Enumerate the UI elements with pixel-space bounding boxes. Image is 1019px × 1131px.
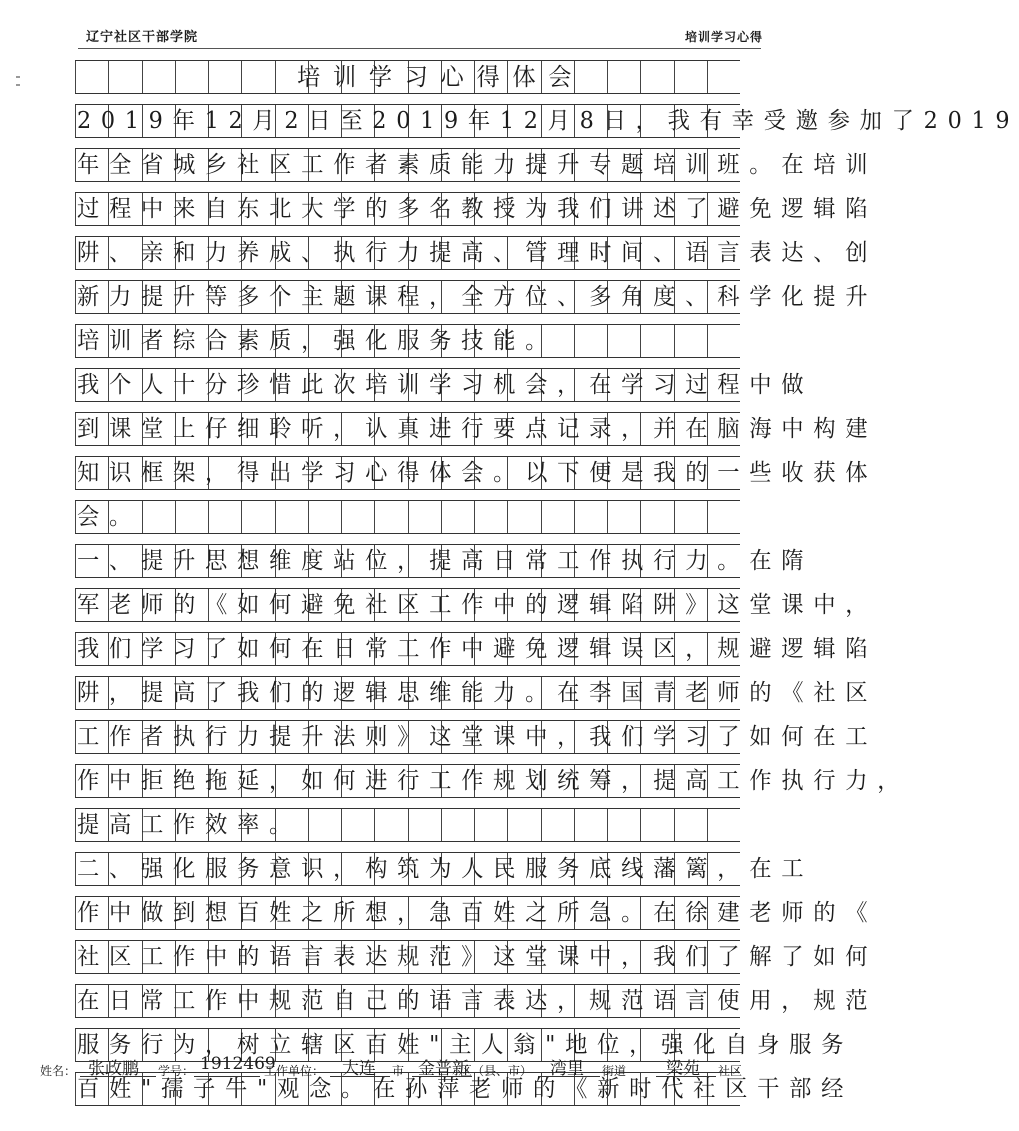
title-row <box>75 60 740 94</box>
text-line <box>75 456 878 490</box>
text-line <box>75 148 878 182</box>
line-text: 一、提升思想维度站位，提高日常工作执行力。在隋 <box>77 548 814 574</box>
line-text: 提高工作效率。 <box>77 812 302 838</box>
text-line <box>75 984 878 1018</box>
line-text: 作中做到想百姓之所想，急百姓之所急。在徐建老师的《 <box>77 900 878 926</box>
id-label: 学号： <box>158 1064 195 1078</box>
city-value: 大连 <box>342 1059 376 1079</box>
community-value: 梁苑 <box>666 1059 700 1079</box>
community-suffix: 社区 <box>718 1064 743 1078</box>
margin-mark <box>16 84 20 86</box>
street-value: 湾里 <box>550 1059 584 1079</box>
line-text: 在日常工作中规范自己的语言表达，规范语言使用，规范 <box>77 988 878 1014</box>
text-line <box>75 632 878 666</box>
line-text: 阱，提高了我们的逻辑思维能力。在李国青老师的《社区 <box>77 680 878 706</box>
line-text: 社区工作中的语言表达规范》这堂课中，我们了解了如何 <box>77 944 878 970</box>
line-text: 知识框架，得出学习心得体会。以下便是我的一些收获体 <box>77 460 878 486</box>
grid-cell <box>241 61 274 93</box>
text-line <box>75 852 814 886</box>
name-value: 张政鹏 <box>88 1059 139 1079</box>
document-type-label: 培训学习心得 <box>684 30 763 44</box>
institution-name: 辽宁社区干部学院 <box>86 30 199 45</box>
line-text: 工作者执行力提升法则》这堂课中，我们学习了如何在工 <box>77 724 878 750</box>
street-underline <box>538 1076 600 1077</box>
grid-cell <box>75 61 108 93</box>
header-rule <box>78 48 761 49</box>
text-line <box>75 676 878 710</box>
line-text: 2019年12月2日至2019年12月8日，我有幸受邀参加了2019 <box>77 108 1019 134</box>
name-label: 姓名： <box>40 1064 77 1078</box>
district-value: 金普新 <box>418 1059 469 1079</box>
work-unit-label: 工作单位： <box>264 1064 325 1078</box>
grid-cell <box>175 61 208 93</box>
grid-cell <box>108 61 141 93</box>
margin-mark <box>16 76 20 78</box>
community-underline <box>656 1076 716 1077</box>
line-text: 服务行为，树立辖区百姓"主人翁"地位，强化自身服务 <box>77 1032 854 1058</box>
line-text: 百姓"孺子牛"观念。在孙萍老师的《新时代社区干部经 <box>77 1076 854 1102</box>
line-text: 过程中来自东北大学的多名教授为我们讲述了避免逻辑陷 <box>77 196 878 222</box>
grid-cell <box>142 61 175 93</box>
text-line <box>75 412 878 446</box>
line-text: 我个人十分珍惜此次培训学习机会，在学习过程中做 <box>77 372 814 398</box>
text-line <box>75 324 740 358</box>
line-text: 我们学习了如何在日常工作中避免逻辑误区，规避逻辑陷 <box>77 636 878 662</box>
text-line <box>75 368 814 402</box>
street-suffix: 街道 <box>602 1064 627 1078</box>
text-line <box>75 808 740 842</box>
line-text: 作中拒绝拖延，如何进行工作规划统筹，提高工作执行力， <box>77 768 910 794</box>
text-line <box>75 720 878 754</box>
line-text: 培训者综合素质，强化服务技能。 <box>77 328 558 354</box>
line-text: 军老师的《如何避免社区工作中的逻辑陷阱》这堂课中， <box>77 592 878 618</box>
text-line <box>75 192 878 226</box>
grid-paper <box>75 60 1019 1116</box>
text-line <box>75 104 1019 138</box>
line-text: 到课堂上仔细聆听，认真进行要点记录，并在脑海中构建 <box>77 416 878 442</box>
grid-cell <box>208 61 241 93</box>
line-text: 会。 <box>77 504 142 530</box>
line-text: 年全省城乡社区工作者素质能力提升专题培训班。在培训 <box>77 152 878 178</box>
id-value: 1912469 <box>200 1054 276 1074</box>
city-suffix: 市 <box>392 1064 405 1078</box>
text-line <box>75 764 910 798</box>
city-underline <box>330 1076 390 1077</box>
line-text: 阱、亲和力养成、执行力提高、管理时间、语言表达、创 <box>77 240 878 266</box>
district-suffix: 区（县、市） <box>460 1064 533 1078</box>
id-underline <box>194 1076 260 1077</box>
essay-title: 培训学习心得体会 <box>297 63 585 91</box>
text-line <box>75 940 878 974</box>
text-line <box>75 896 878 930</box>
text-line <box>75 236 878 270</box>
text-line <box>75 588 878 622</box>
line-text: 二、强化服务意识，构筑为人民服务底线藩篱，在工 <box>77 856 814 882</box>
text-line <box>75 544 814 578</box>
text-line <box>75 280 878 314</box>
name-underline <box>80 1076 156 1077</box>
text-line <box>75 500 740 534</box>
student-info-footer <box>40 1052 769 1092</box>
line-text: 新力提升等多个主题课程，全方位、多角度、科学化提升 <box>77 284 878 310</box>
